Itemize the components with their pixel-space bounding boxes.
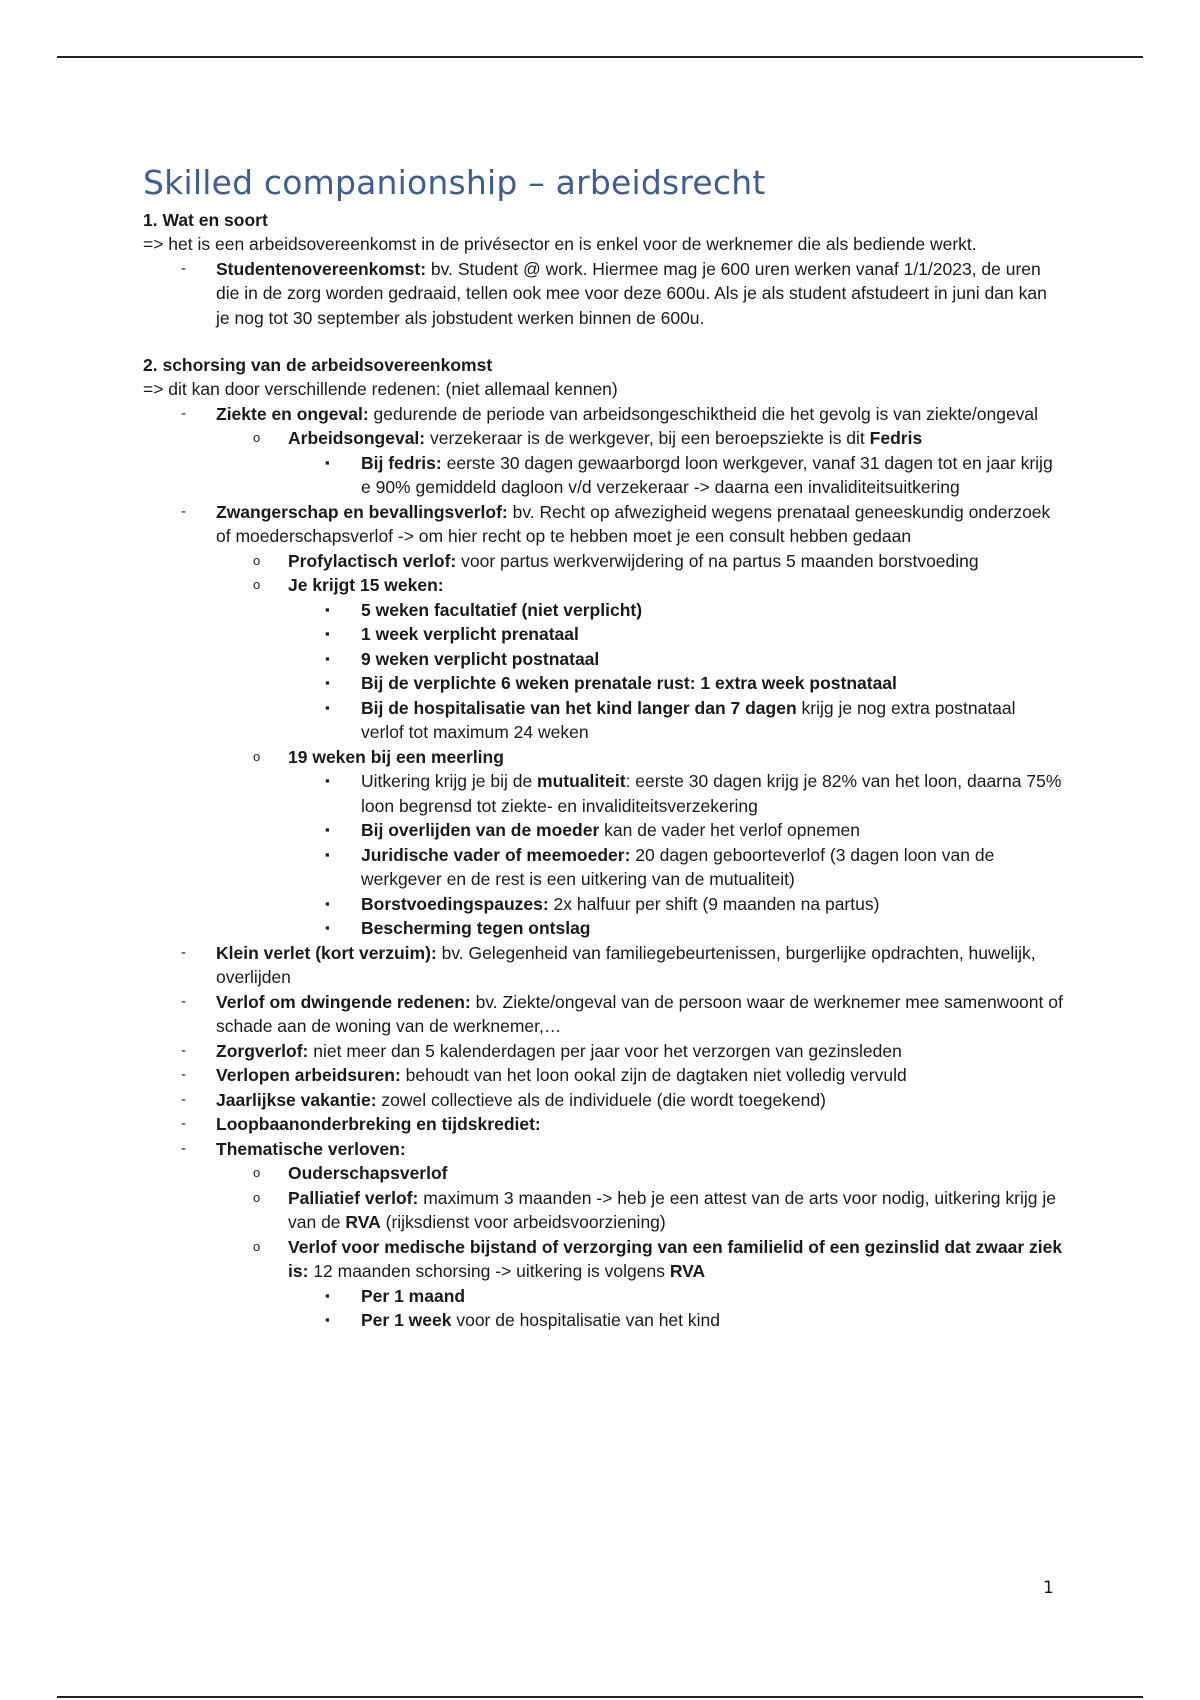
circle-bullet: o — [253, 577, 261, 592]
list-item: o Arbeidsongeval: verzekeraar is de werkgever, bij een beroepsziekte is dit Fedris — [143, 426, 1063, 451]
page-number: 1 — [1043, 1578, 1054, 1598]
section-2-intro: => dit kan door verschillende redenen: (niet allemaal kennen) — [143, 379, 618, 399]
dash-bullet: - — [181, 404, 186, 422]
section-heading-2: 2. schorsing van de arbeidsovereenkomst — [143, 355, 493, 375]
list-item: - Klein verlet (kort verzuim): bv. Gelegenheid van familiegebeurtenissen, burgerlijke opdrachten, huwelijk, overlijden — [181, 942, 1036, 987]
square-bullet: ▪ — [325, 895, 330, 911]
dash-bullet: - — [181, 259, 186, 277]
list-item: ▪ Uitkering krijg je bij de mutualiteit: eerste 30 dagen krijg je 82% van het loon, daarna 75% loon begrensd tot ziekte- en invaliditeitsverzekering — [325, 771, 1062, 816]
list-item: o Je krijgt 15 weken: — [143, 573, 1063, 598]
list-item: o Palliatief verlof: maximum 3 maanden -> heb je een attest van de arts voor nodig, uitkering krijg je van de RVA (rijksdienst voor arbeidsvoorziening) — [253, 1187, 1056, 1232]
section-heading-1: 1. Wat en soort — [143, 210, 268, 230]
square-bullet: ▪ — [325, 773, 330, 788]
dash-bullet: - — [181, 502, 186, 520]
list-item: ▪ 1 week verplicht prenataal — [143, 622, 1063, 647]
list-item: - Studentenovereenkomst: bv. Student @ work. Hiermee mag je 600 uren werken vanaf 1/1/2023, de uren die in de zorg worden gedraaid, tellen ook mee voor deze 600u. Als je als student afstudeert in juni dan kan je nog tot 30 september als jobstudent werken binnen de 600u. — [181, 258, 1047, 328]
circle-bullet: o — [253, 430, 261, 445]
section-1-intro: => het is een arbeidsovereenkomst in de privésector en is enkel voor de werknemer die als bediende werkt. — [143, 234, 977, 254]
list-item: - Zwangerschap en bevallingsverlof: bv. Recht op afwezigheid wegens prenataal geneeskundig onderzoek of moederschapsverlof -> om hier recht op te hebben moet je een consult hebben gedaan — [181, 501, 1051, 546]
circle-bullet: o — [253, 748, 261, 764]
circle-bullet: o — [253, 1189, 261, 1205]
list-item: - Thematische verloven: — [143, 1137, 1063, 1162]
list-item: ▪ Per 1 maand — [143, 1284, 1063, 1309]
list-item: - Verlof om dwingende redenen: bv. Ziekte/ongeval van de persoon waar de werknemer mee samenwoont of schade aan de woning van de werknemer,… — [181, 991, 1063, 1036]
dash-bullet: - — [181, 1139, 186, 1157]
list-item: ▪ Bij de hospitalisatie van het kind langer dan 7 dagen krijg je nog extra postnataal verlof tot maximum 24 weken — [325, 697, 1016, 742]
list-item: - Jaarlijkse vakantie: zowel collectieve als de individuele (die wordt toegekend) — [143, 1088, 1063, 1113]
dash-bullet: - — [181, 1115, 186, 1132]
list-item: - Verlopen arbeidsuren: behoudt van het loon ookal zijn de dagtaken niet volledig vervuld — [143, 1063, 1063, 1088]
list-item: o 19 weken bij een meerling — [143, 745, 1063, 770]
list-item: ▪ 5 weken facultatief (niet verplicht) — [143, 598, 1063, 623]
list-item: ▪ Bij overlijden van de moeder kan de vader het verlof opnemen — [143, 818, 1063, 843]
square-bullet: ▪ — [325, 699, 330, 715]
square-bullet: ▪ — [325, 1312, 330, 1327]
circle-bullet: o — [253, 1165, 261, 1180]
list-item: ▪ Juridische vader of meemoeder: 20 dagen geboorteverlof (3 dagen loon van de werkgever en de rest is een uitkering van de mutualiteit) — [325, 844, 995, 889]
list-item: ▪ 9 weken verplicht postnataal — [143, 647, 1063, 672]
square-bullet: ▪ — [325, 846, 330, 862]
list-item: ▪ Bescherming tegen ontslag — [143, 916, 1063, 941]
square-bullet: ▪ — [325, 454, 330, 470]
square-bullet: ▪ — [325, 675, 330, 690]
dash-bullet: - — [181, 992, 186, 1010]
square-bullet: ▪ — [325, 1287, 330, 1303]
list-item: - Zorgverlof: niet meer dan 5 kalenderdagen per jaar voor het verzorgen van gezinsleden — [143, 1039, 1063, 1064]
square-bullet: ▪ — [325, 650, 330, 666]
dash-bullet: - — [181, 1090, 186, 1108]
list-item: o Ouderschapsverlof — [143, 1161, 1063, 1186]
list-item: - Ziekte en ongeval: gedurende de periode van arbeidsongeschiktheid die het gevolg is van ziekte/ongeval — [143, 402, 1063, 427]
header-rule — [57, 56, 1143, 58]
list-item: ▪ Borstvoedingspauzes: 2x halfuur per shift (9 maanden na partus) — [143, 892, 1063, 917]
document-page — [143, 163, 1063, 1333]
square-bullet: ▪ — [325, 626, 330, 641]
dash-bullet: - — [181, 1041, 186, 1059]
dash-bullet: - — [181, 943, 186, 961]
list-item: ▪ Bij fedris: eerste 30 dagen gewaarborgd loon werkgever, vanaf 31 dagen tot en jaar krijg e 90% gemiddeld dagloon v/d verzekeraar -> daarna een invaliditeitsuitkering — [325, 452, 1053, 497]
circle-bullet: o — [253, 1238, 261, 1254]
square-bullet: ▪ — [325, 601, 330, 617]
list-item: ▪ Per 1 week voor de hospitalisatie van het kind — [143, 1308, 1063, 1333]
list-item: o Profylactisch verlof: voor partus werkverwijdering of na partus 5 maanden borstvoeding — [143, 549, 1063, 574]
square-bullet: ▪ — [325, 822, 330, 837]
circle-bullet: o — [253, 552, 261, 568]
dash-bullet: - — [181, 1066, 186, 1083]
list-item: - Loopbaanonderbreking en tijdskrediet: — [143, 1112, 1063, 1137]
list-item: ▪ Bij de verplichte 6 weken prenatale rust: 1 extra week postnataal — [143, 671, 1063, 696]
square-bullet: ▪ — [325, 920, 330, 935]
list-item: o Verlof voor medische bijstand of verzorging van een familielid of een gezinslid dat zwaar ziek is: 12 maanden schorsing -> uitkering is volgens RVA — [253, 1236, 1063, 1281]
document-title: Skilled companionship – arbeidsrecht — [143, 163, 766, 202]
footer-rule — [57, 1696, 1143, 1698]
